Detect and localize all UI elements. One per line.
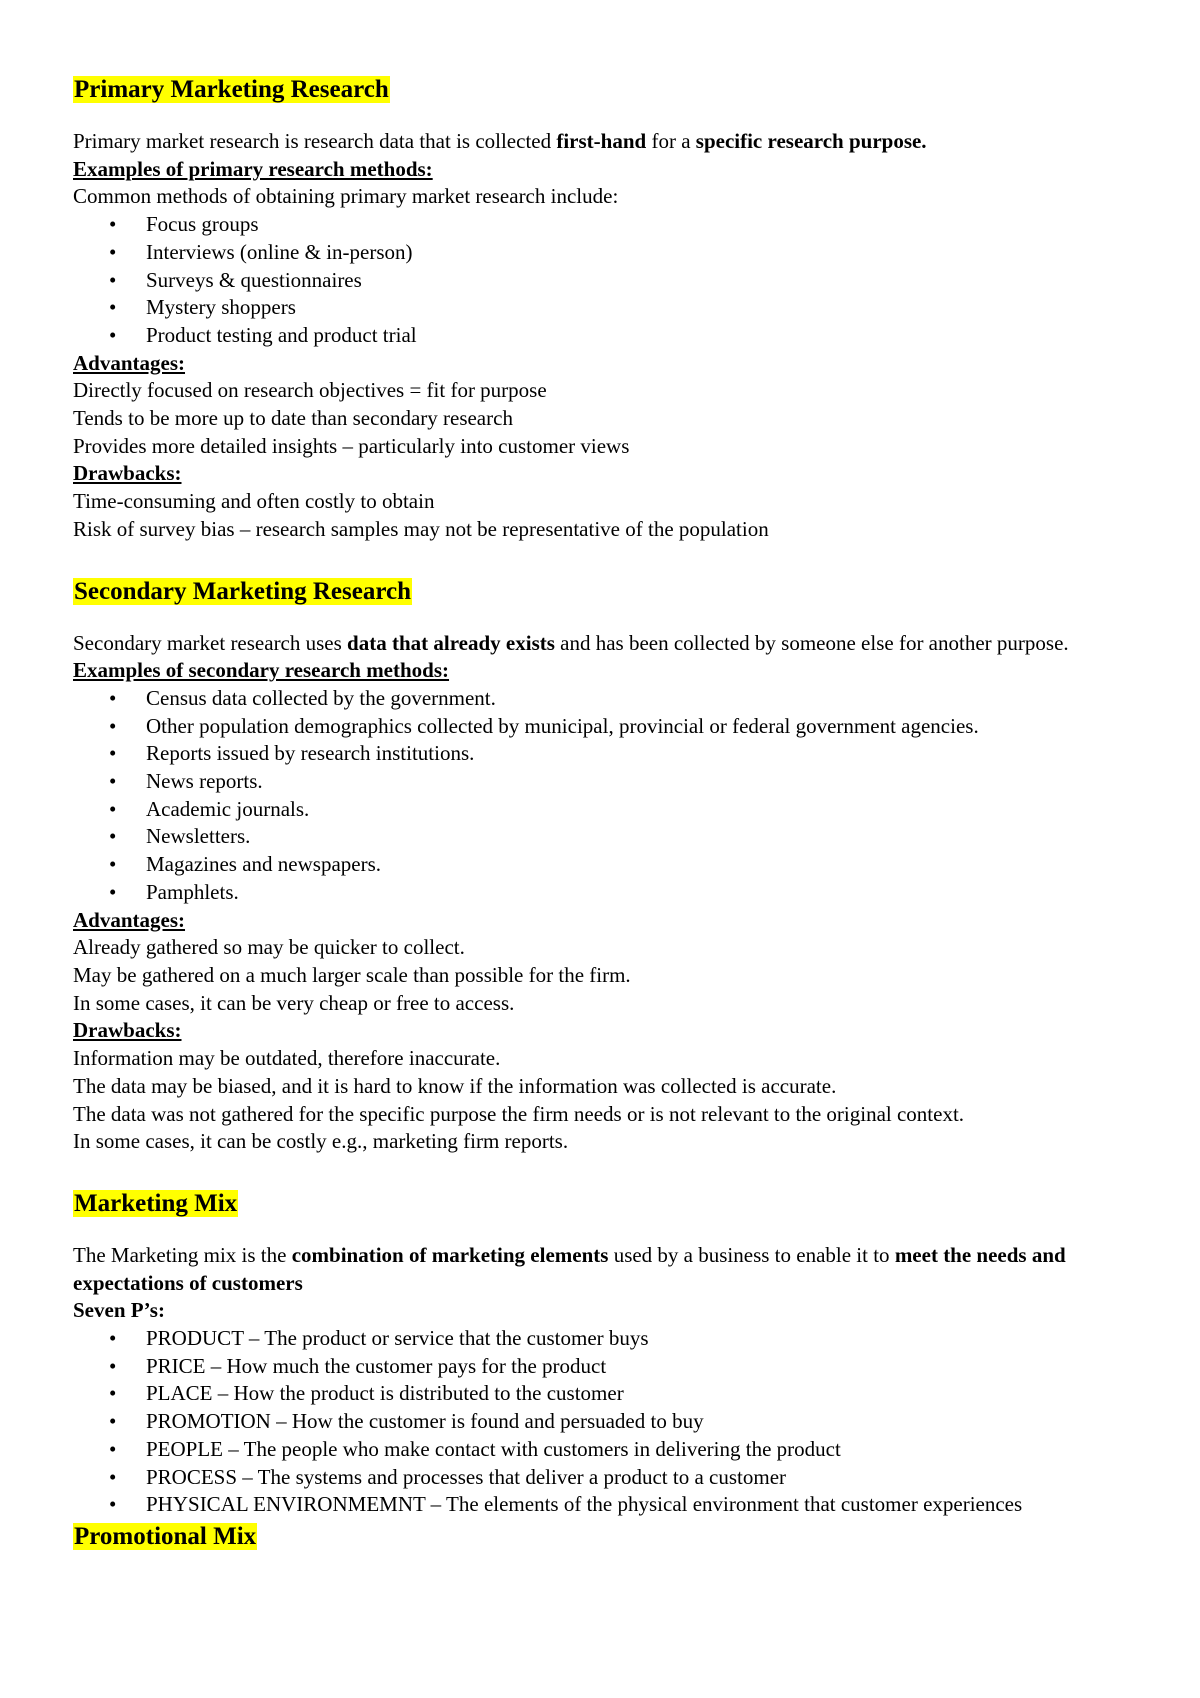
heading-secondary-text: Secondary Marketing Research: [74, 577, 411, 605]
heading-secondary: [73, 574, 1133, 610]
secondary-methods-list: [73, 685, 1133, 907]
intro-text: The Marketing mix is the: [73, 1242, 292, 1267]
list-item-text: Pamphlets.: [146, 879, 239, 904]
intro-text: and has been collected by someone else for another purpose.: [554, 630, 1069, 655]
secondary-drawbacks-heading: Drawbacks:: [73, 1018, 182, 1043]
list-item-text: Focus groups: [146, 212, 259, 237]
intro-text: used by a business to enable it to: [608, 1242, 895, 1267]
heading-primary-text: Primary Marketing Research: [74, 76, 389, 103]
list-item: [73, 239, 1133, 267]
intro-bold: combination of marketing elements: [291, 1242, 609, 1267]
bullet-icon: •: [109, 1326, 117, 1351]
list-item: [73, 879, 1133, 907]
section-secondary: [73, 574, 1133, 1156]
bullet-icon: •: [109, 267, 117, 292]
section-marketing-mix: [73, 1186, 1133, 1519]
secondary-intro: [73, 630, 1133, 658]
primary-examples-intro: Common methods of obtaining primary market research include:: [73, 184, 619, 209]
list-item: [73, 713, 1133, 741]
primary-drawbacks-heading: Drawbacks:: [73, 461, 182, 486]
secondary-advantage: May be gathered on a much larger scale than possible for the firm.: [73, 962, 631, 987]
list-item: [73, 322, 1133, 350]
bullet-icon: •: [109, 239, 117, 264]
bullet-icon: •: [109, 1381, 117, 1406]
secondary-examples-heading: Examples of secondary research methods:: [73, 658, 450, 683]
heading-promotional-mix: [73, 1519, 1133, 1555]
list-item: [73, 211, 1133, 239]
list-item-text: PRICE – How much the customer pays for the product: [146, 1353, 607, 1378]
list-item: [73, 796, 1133, 824]
list-item: [73, 740, 1133, 768]
intro-bold: data that already exists: [347, 630, 555, 655]
bullet-icon: •: [109, 1464, 117, 1489]
secondary-drawback: The data may be biased, and it is hard to know if the information was collected is accurate.: [73, 1073, 837, 1098]
primary-methods-list: [73, 211, 1133, 350]
bullet-icon: •: [109, 824, 117, 849]
document-body: [73, 72, 1133, 1555]
bullet-icon: •: [109, 212, 117, 237]
list-item-text: Interviews (online & in-person): [146, 239, 413, 264]
list-item-text: Product testing and product trial: [146, 322, 417, 347]
heading-promotional-mix-text: Promotional Mix: [74, 1522, 257, 1550]
primary-drawback: Time-consuming and often costly to obtain: [73, 489, 435, 514]
section-promotional-mix: [73, 1519, 1133, 1555]
list-item: [73, 1408, 1133, 1436]
bullet-icon: •: [109, 295, 117, 320]
list-item: [73, 1353, 1133, 1381]
list-item: [73, 267, 1133, 295]
list-item-text: PLACE – How the product is distributed to the customer: [146, 1381, 624, 1406]
secondary-advantage: Already gathered so may be quicker to collect.: [73, 935, 465, 960]
list-item: [73, 1380, 1133, 1408]
list-item-text: PEOPLE – The people who make contact with customers in delivering the product: [146, 1436, 841, 1461]
list-item-text: PROMOTION – How the customer is found and persuaded to buy: [146, 1409, 704, 1434]
intro-text: Primary market research is research data that is collected: [73, 129, 557, 153]
list-item: [73, 1491, 1133, 1519]
list-item-text: Magazines and newspapers.: [146, 852, 381, 877]
bullet-icon: •: [109, 741, 117, 766]
list-item: [73, 768, 1133, 796]
list-item-text: PRODUCT – The product or service that the customer buys: [146, 1326, 649, 1351]
list-item-text: Newsletters.: [146, 824, 251, 849]
list-item-text: PHYSICAL ENVIRONMEMNT – The elements of the physical environment that customer experiences: [146, 1492, 1023, 1517]
intro-text: Secondary market research uses: [73, 630, 348, 655]
primary-intro: [73, 128, 1133, 156]
list-item-text: Surveys & questionnaires: [146, 267, 362, 292]
intro-bold: meet the needs and expectations of customers: [73, 1242, 1066, 1295]
bullet-icon: •: [109, 713, 117, 738]
bullet-icon: •: [109, 1492, 117, 1517]
primary-drawback: Risk of survey bias – research samples may not be representative of the population: [73, 516, 769, 541]
bullet-icon: •: [109, 769, 117, 794]
intro-text: for a: [646, 129, 696, 153]
heading-primary: [73, 72, 1133, 108]
intro-bold: first-hand: [556, 129, 647, 153]
list-item-text: News reports.: [146, 769, 263, 794]
seven-ps-list: [73, 1325, 1133, 1519]
list-item: [73, 294, 1133, 322]
primary-advantages-heading: Advantages:: [73, 350, 186, 375]
bullet-icon: •: [109, 852, 117, 877]
list-item-text: Mystery shoppers: [146, 295, 296, 320]
list-item-text: Other population demographics collected by municipal, provincial or federal government agencies.: [146, 713, 979, 738]
list-item: [73, 823, 1133, 851]
heading-marketing-mix-text: Marketing Mix: [74, 1189, 238, 1217]
bullet-icon: •: [109, 322, 117, 347]
list-item-text: Academic journals.: [146, 796, 310, 821]
secondary-drawback: The data was not gathered for the specific purpose the firm needs or is not relevant to the original context.: [73, 1101, 965, 1126]
primary-examples-heading: Examples of primary research methods:: [73, 156, 433, 181]
list-item: [73, 685, 1133, 713]
bullet-icon: •: [109, 796, 117, 821]
seven-ps-heading: Seven P’s:: [73, 1298, 165, 1323]
secondary-drawback: Information may be outdated, therefore inaccurate.: [73, 1046, 501, 1071]
mix-intro: [73, 1242, 1133, 1297]
bullet-icon: •: [109, 1436, 117, 1461]
list-item: [73, 1464, 1133, 1492]
list-item: [73, 1436, 1133, 1464]
primary-advantage: Tends to be more up to date than secondary research: [73, 406, 513, 431]
section-primary: [73, 72, 1133, 544]
bullet-icon: •: [109, 1409, 117, 1434]
bullet-icon: •: [109, 685, 117, 710]
list-item-text: PROCESS – The systems and processes that deliver a product to a customer: [146, 1464, 787, 1489]
secondary-advantage: In some cases, it can be very cheap or free to access.: [73, 990, 515, 1015]
secondary-advantages-heading: Advantages:: [73, 907, 186, 932]
secondary-drawback: In some cases, it can be costly e.g., marketing firm reports.: [73, 1129, 569, 1154]
list-item-text: Census data collected by the government.: [146, 685, 496, 710]
bullet-icon: •: [109, 879, 117, 904]
intro-bold: specific research purpose.: [695, 129, 927, 153]
primary-advantage: Directly focused on research objectives = fit for purpose: [73, 378, 547, 403]
list-item: [73, 851, 1133, 879]
list-item: [73, 1325, 1133, 1353]
primary-advantage: Provides more detailed insights – particularly into customer views: [73, 433, 630, 458]
bullet-icon: •: [109, 1353, 117, 1378]
list-item-text: Reports issued by research institutions.: [146, 741, 475, 766]
heading-marketing-mix: [73, 1186, 1133, 1222]
